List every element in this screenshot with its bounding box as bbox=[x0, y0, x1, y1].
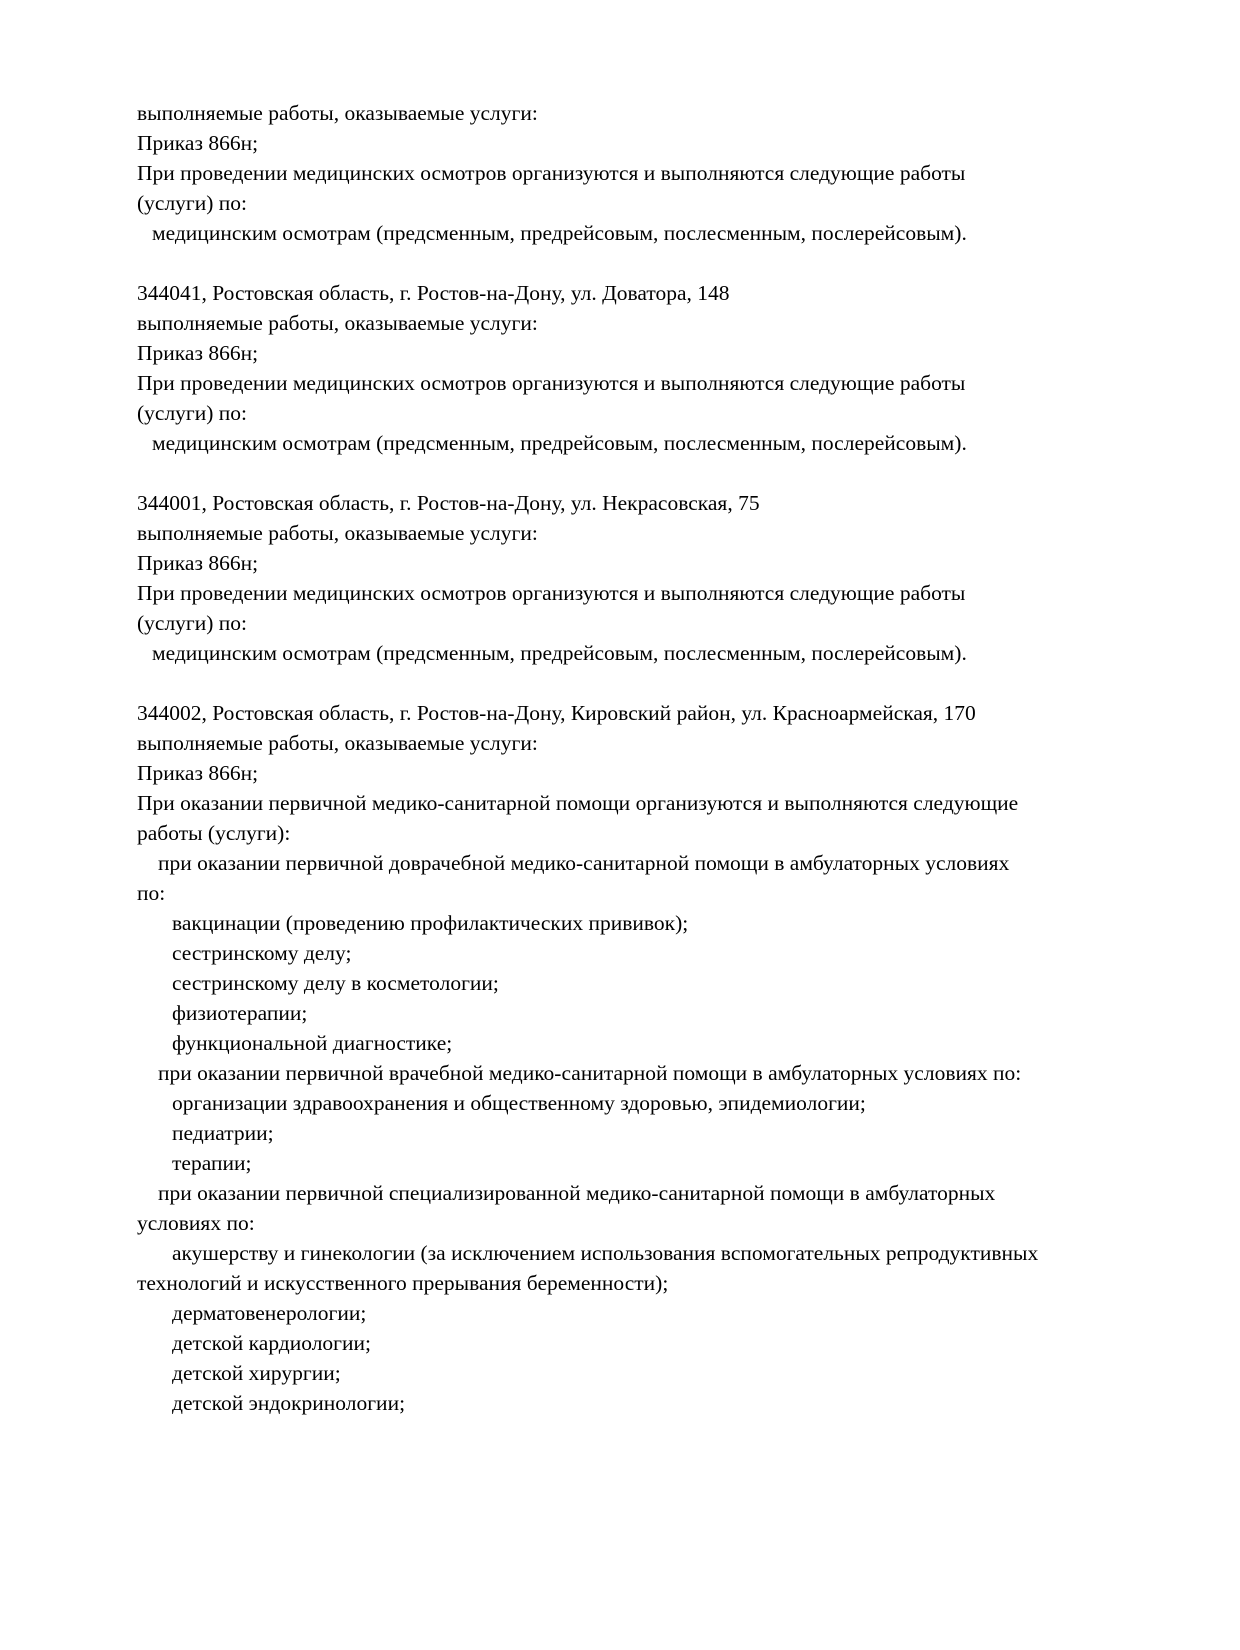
text-line: (услуги) по: bbox=[137, 191, 248, 215]
text-line: Приказ 866н; bbox=[137, 341, 259, 365]
text-line: при оказании первичной специализированной медико-санитарной помощи в амбулаторных bbox=[158, 1181, 996, 1205]
paragraph-block bbox=[137, 278, 1170, 458]
text-line: Приказ 866н; bbox=[137, 761, 259, 785]
text-line: вакцинации (проведению профилактических прививок); bbox=[172, 911, 689, 935]
text-line: терапии; bbox=[172, 1151, 252, 1175]
paragraph-block bbox=[137, 98, 1170, 248]
text-line: работы (услуги): bbox=[137, 821, 291, 845]
text-line: детской эндокринологии; bbox=[172, 1391, 406, 1415]
text-line: (услуги) по: bbox=[137, 611, 248, 635]
text-line: педиатрии; bbox=[172, 1121, 274, 1145]
text-line: При проведении медицинских осмотров организуются и выполняются следующие работы bbox=[137, 581, 966, 605]
text-line: медицинским осмотрам (предсменным, предрейсовым, послесменным, послерейсовым). bbox=[152, 641, 967, 665]
text-line: 344041, Ростовская область, г. Ростов-на-Дону, ул. Доватора, 148 bbox=[137, 281, 730, 305]
text-line: организации здравоохранения и общественному здоровью, эпидемиологии; bbox=[172, 1091, 866, 1115]
text-line: детской кардиологии; bbox=[172, 1331, 371, 1355]
text-line: медицинским осмотрам (предсменным, предрейсовым, послесменным, послерейсовым). bbox=[152, 431, 967, 455]
text-line: При проведении медицинских осмотров организуются и выполняются следующие работы bbox=[137, 371, 966, 395]
text-line: сестринскому делу в косметологии; bbox=[172, 971, 499, 995]
text-line: физиотерапии; bbox=[172, 1001, 308, 1025]
text-line: при оказании первичной врачебной медико-санитарной помощи в амбулаторных условиях по: bbox=[158, 1061, 1022, 1085]
text-line: При проведении медицинских осмотров организуются и выполняются следующие работы bbox=[137, 161, 966, 185]
text-line: 344002, Ростовская область, г. Ростов-на-Дону, Кировский район, ул. Красноармейская, 170 bbox=[137, 701, 976, 725]
text-line: выполняемые работы, оказываемые услуги: bbox=[137, 101, 538, 125]
text-line: (услуги) по: bbox=[137, 401, 248, 425]
text-line: при оказании первичной доврачебной медико-санитарной помощи в амбулаторных условиях bbox=[158, 851, 1010, 875]
text-line: медицинским осмотрам (предсменным, предрейсовым, послесменным, послерейсовым). bbox=[152, 221, 967, 245]
text-line: Приказ 866н; bbox=[137, 551, 259, 575]
text-line: условиях по: bbox=[137, 1211, 255, 1235]
text-line: функциональной диагностике; bbox=[172, 1031, 453, 1055]
text-line: выполняемые работы, оказываемые услуги: bbox=[137, 731, 538, 755]
text-line: акушерству и гинекологии (за исключением использования вспомогательных репродуктивных bbox=[172, 1241, 1039, 1265]
text-line: дерматовенерологии; bbox=[172, 1301, 367, 1325]
text-line: сестринскому делу; bbox=[172, 941, 352, 965]
text-line: 344001, Ростовская область, г. Ростов-на-Дону, ул. Некрасовская, 75 bbox=[137, 491, 760, 515]
text-line: детской хирургии; bbox=[172, 1361, 341, 1385]
text-line: При оказании первичной медико-санитарной помощи организуются и выполняются следующие bbox=[137, 791, 1019, 815]
text-line: выполняемые работы, оказываемые услуги: bbox=[137, 311, 538, 335]
paragraph-block bbox=[137, 698, 1170, 1418]
text-line: по: bbox=[137, 881, 166, 905]
text-line: Приказ 866н; bbox=[137, 131, 259, 155]
text-line: выполняемые работы, оказываемые услуги: bbox=[137, 521, 538, 545]
paragraph-block bbox=[137, 488, 1170, 668]
text-line: технологий и искусственного прерывания беременности); bbox=[137, 1271, 669, 1295]
